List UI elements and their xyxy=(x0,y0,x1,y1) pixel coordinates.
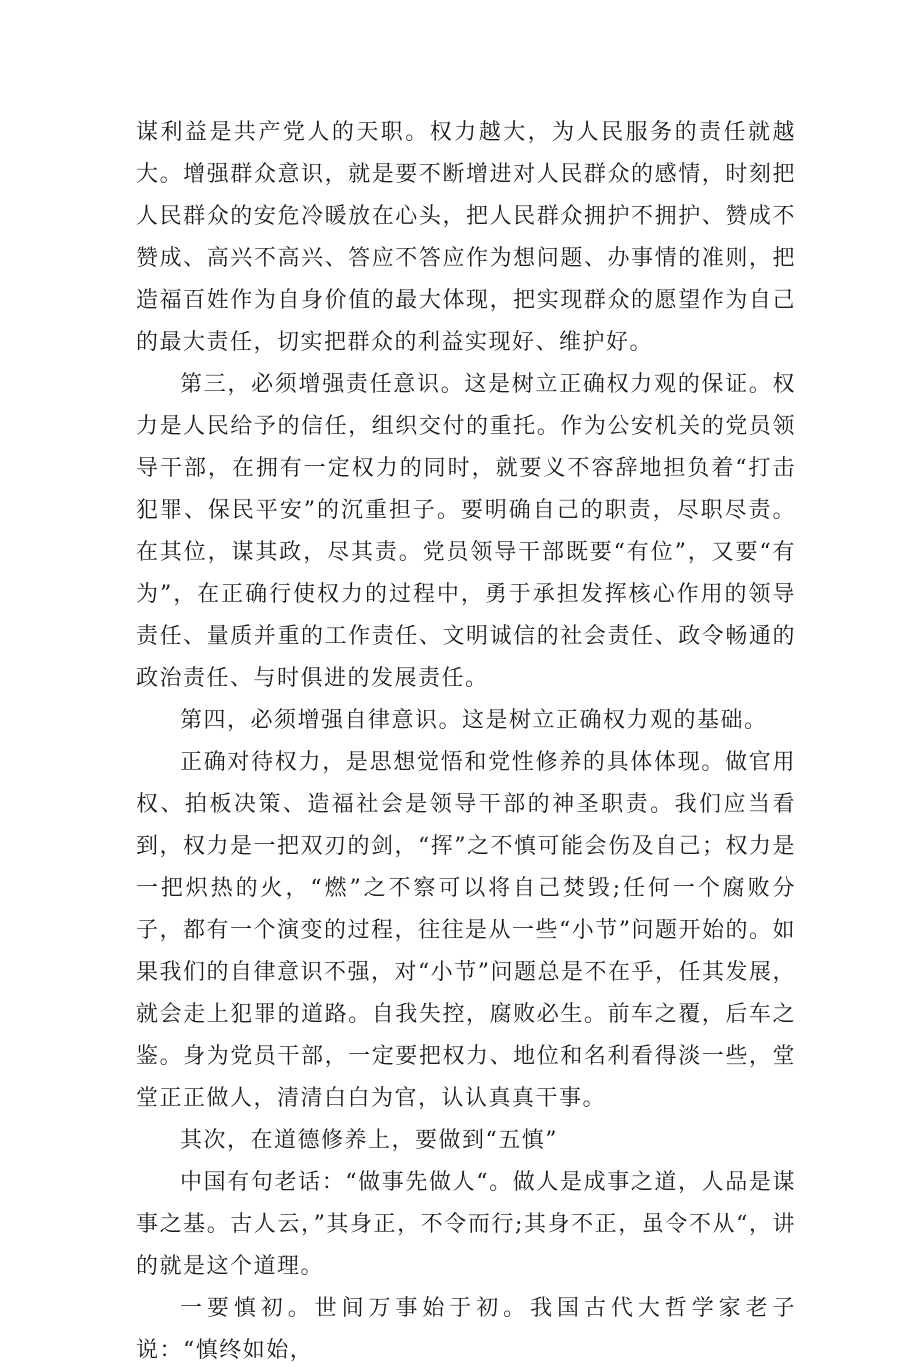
paragraph-group-interests: 谋利益是共产党人的天职。权力越大，为人民服务的责任就越大。增强群众意识，就是要不断增进对人民群众的感情，时刻把人民群众的安危冷暖放在心头，把人民群众拥护不拥护、赞成不赞成、高兴不高兴、答应不答应作为想问题、办事情的准则，把造福百姓作为自身价值的最大体现，把实现群众的愿望作为自己的最大责任，切实把群众的利益实现好、维护好。 xyxy=(136,120,796,355)
paragraph-caution-beginning: 一要慎初。世间万事始于初。我国古代大哲学家老子说：“慎终如始， xyxy=(136,1296,796,1363)
document-body xyxy=(136,112,796,1372)
paragraph-self-discipline-heading: 第四，必须增强自律意识。这是树立正确权力观的基础。 xyxy=(180,708,768,733)
paragraph-old-saying: 中国有句老话：“做事先做人“。做人是成事之道，人品是谋事之基。古人云，”其身正，不令而行;其身不正，虽令不从“，讲的就是这个道理。 xyxy=(136,1170,796,1279)
paragraph-five-cautions-heading: 其次，在道德修养上，要做到“五慎” xyxy=(180,1128,558,1153)
paragraph-responsibility-awareness: 第三，必须增强责任意识。这是树立正确权力观的保证。权力是人民给予的信任，组织交付的重托。作为公安机关的党员领导干部，在拥有一定权力的同时，就要义不容辞地担负着“打击犯罪、保民平安”的沉重担子。要明确自己的职责，尽职尽责。在其位，谋其政，尽其责。党员领导干部既要“有位”，又要“有为”，在正确行使权力的过程中，勇于承担发挥核心作用的领导责任、量质并重的工作责任、文明诚信的社会责任、政令畅通的政治责任、与时俱进的发展责任。 xyxy=(136,372,796,691)
paragraph-treating-power: 正确对待权力，是思想觉悟和党性修养的具体体现。做官用权、拍板决策、造福社会是领导干部的神圣职责。我们应当看到，权力是一把双刃的剑，“挥”之不慎可能会伤及自己；权力是一把炽热的火，“燃”之不察可以将自己焚毁;任何一个腐败分子，都有一个演变的过程，往往是从一些“小节”问题开始的。如果我们的自律意识不强，对“小节”问题总是不在乎，任其发展，就会走上犯罪的道路。自我失控，腐败必生。前车之覆，后车之鉴。身为党员干部，一定要把权力、地位和名利看得淡一些，堂堂正正做人，清清白白为官，认认真真干事。 xyxy=(136,750,796,1111)
